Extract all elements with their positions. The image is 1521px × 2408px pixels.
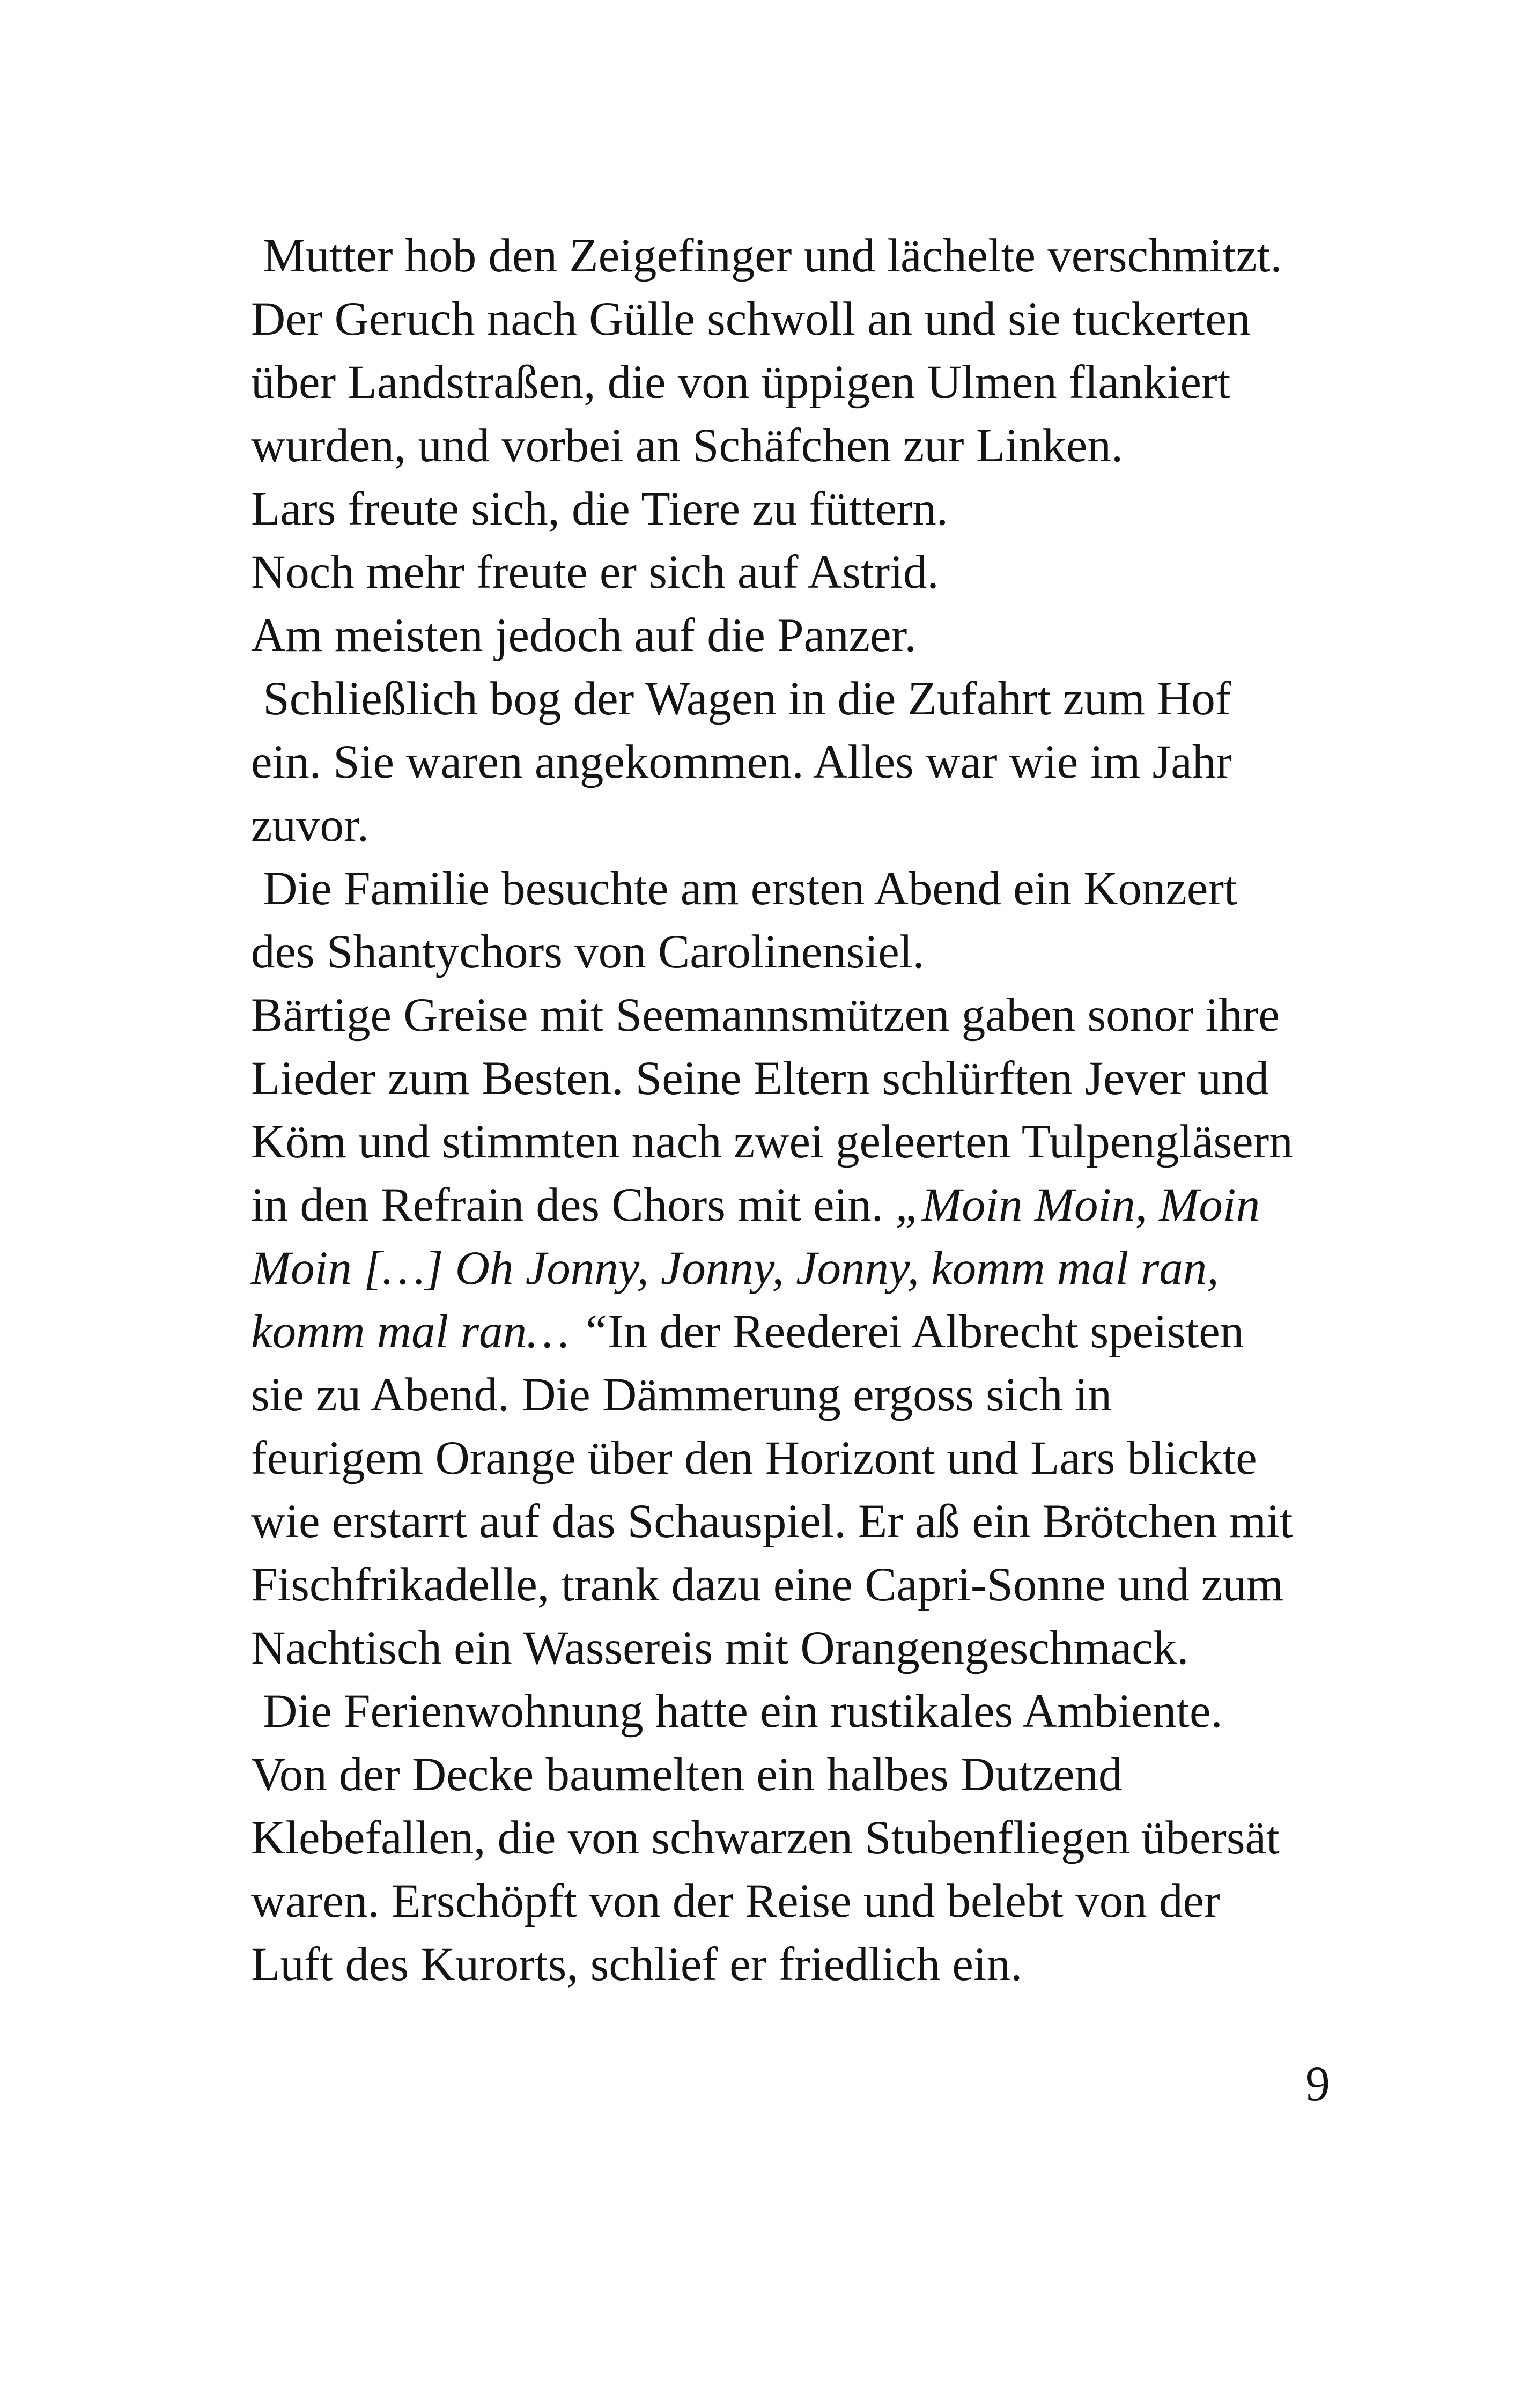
- text-line: [251, 1616, 1388, 1680]
- text-line: [251, 1806, 1388, 1870]
- text-segment: Klebefallen, die von schwarzen Stubenfliegen übersät: [251, 1812, 1280, 1864]
- text-line: [251, 730, 1388, 794]
- text-line: [251, 1237, 1388, 1300]
- text-segment: Am meisten jedoch auf die Panzer.: [251, 609, 917, 662]
- text-segment: Lieder zum Besten. Seine Eltern schlürften Jever und: [251, 1052, 1269, 1105]
- text-segment: des Shantychors von Carolinensiel.: [251, 926, 925, 978]
- text-line: [251, 1110, 1388, 1173]
- text-line: [251, 604, 1388, 667]
- italic-text-segment: „Moin Moin, Moin: [895, 1179, 1260, 1231]
- text-line: [251, 477, 1388, 541]
- text-segment: Von der Decke baumelten ein halbes Dutzend: [251, 1748, 1123, 1801]
- text-segment: waren. Erschöpft von der Reise und belebt von der: [251, 1875, 1220, 1927]
- text-line: [251, 794, 1388, 857]
- text-segment: ein. Sie waren angekommen. Alles war wie im Jahr: [251, 736, 1232, 788]
- body-text: [251, 224, 1388, 1996]
- text-segment: Mutter hob den Zeigefinger und lächelte verschmitzt.: [251, 230, 1282, 282]
- text-segment: sie zu Abend. Die Dämmerung ergoss sich in: [251, 1369, 1112, 1421]
- text-segment: Schließlich bog der Wagen in die Zufahrt zum Hof: [251, 673, 1231, 725]
- text-line: [251, 287, 1388, 351]
- text-line: [251, 1870, 1388, 1933]
- text-segment: Die Ferienwohnung hatte ein rustikales Ambiente.: [251, 1685, 1223, 1738]
- text-line: [251, 1300, 1388, 1363]
- text-line: [251, 1490, 1388, 1553]
- text-line: [251, 857, 1388, 920]
- text-line: [251, 1047, 1388, 1110]
- text-segment: Lars freute sich, die Tiere zu füttern.: [251, 483, 948, 535]
- text-segment: Der Geruch nach Gülle schwoll an und sie tuckerten: [251, 293, 1251, 345]
- text-segment: In der Reederei Albrecht speisten: [608, 1305, 1244, 1358]
- text-line: [251, 1173, 1388, 1237]
- text-line: [251, 1363, 1388, 1427]
- text-segment: feurigem Orange über den Horizont und Lars blickte: [251, 1432, 1257, 1484]
- text-line: [251, 920, 1388, 984]
- text-segment: zuvor.: [251, 799, 369, 852]
- text-segment: Die Familie besuchte am ersten Abend ein Konzert: [251, 862, 1237, 915]
- italic-text-segment: Moin […] Oh Jonny, Jonny, Jonny, komm mal ran,: [251, 1242, 1219, 1295]
- text-segment: wurden, und vorbei an Schäfchen zur Linken.: [251, 419, 1124, 472]
- text-line: [251, 1553, 1388, 1616]
- text-line: [251, 351, 1388, 414]
- text-segment: Noch mehr freute er sich auf Astrid.: [251, 546, 939, 599]
- text-segment: Bärtige Greise mit Seemannsmützen gaben sonor ihre: [251, 989, 1280, 1042]
- text-line: [251, 984, 1388, 1047]
- text-line: [251, 667, 1388, 730]
- text-segment: Köm und stimmten nach zwei geleerten Tulpengläsern: [251, 1116, 1293, 1168]
- text-segment: wie erstarrt auf das Schauspiel. Er aß ein Brötchen mit: [251, 1495, 1293, 1548]
- italic-text-segment: komm mal ran… “: [251, 1305, 608, 1358]
- text-line: [251, 414, 1388, 477]
- text-line: [251, 1743, 1388, 1806]
- text-line: [251, 1680, 1388, 1743]
- text-line: [251, 224, 1388, 287]
- text-line: [251, 1427, 1388, 1490]
- text-segment: Nachtisch ein Wassereis mit Orangengeschmack.: [251, 1622, 1189, 1674]
- page-number: 9: [1305, 2056, 1330, 2111]
- text-segment: Fischfrikadelle, trank dazu eine Capri-Sonne und zum: [251, 1558, 1284, 1611]
- text-segment: Luft des Kurorts, schlief er friedlich ein.: [251, 1938, 1023, 1991]
- text-segment: über Landstraßen, die von üppigen Ulmen flankiert: [251, 356, 1231, 409]
- text-segment: in den Refrain des Chors mit ein.: [251, 1179, 896, 1231]
- text-line: [251, 1933, 1388, 1996]
- text-line: [251, 541, 1388, 604]
